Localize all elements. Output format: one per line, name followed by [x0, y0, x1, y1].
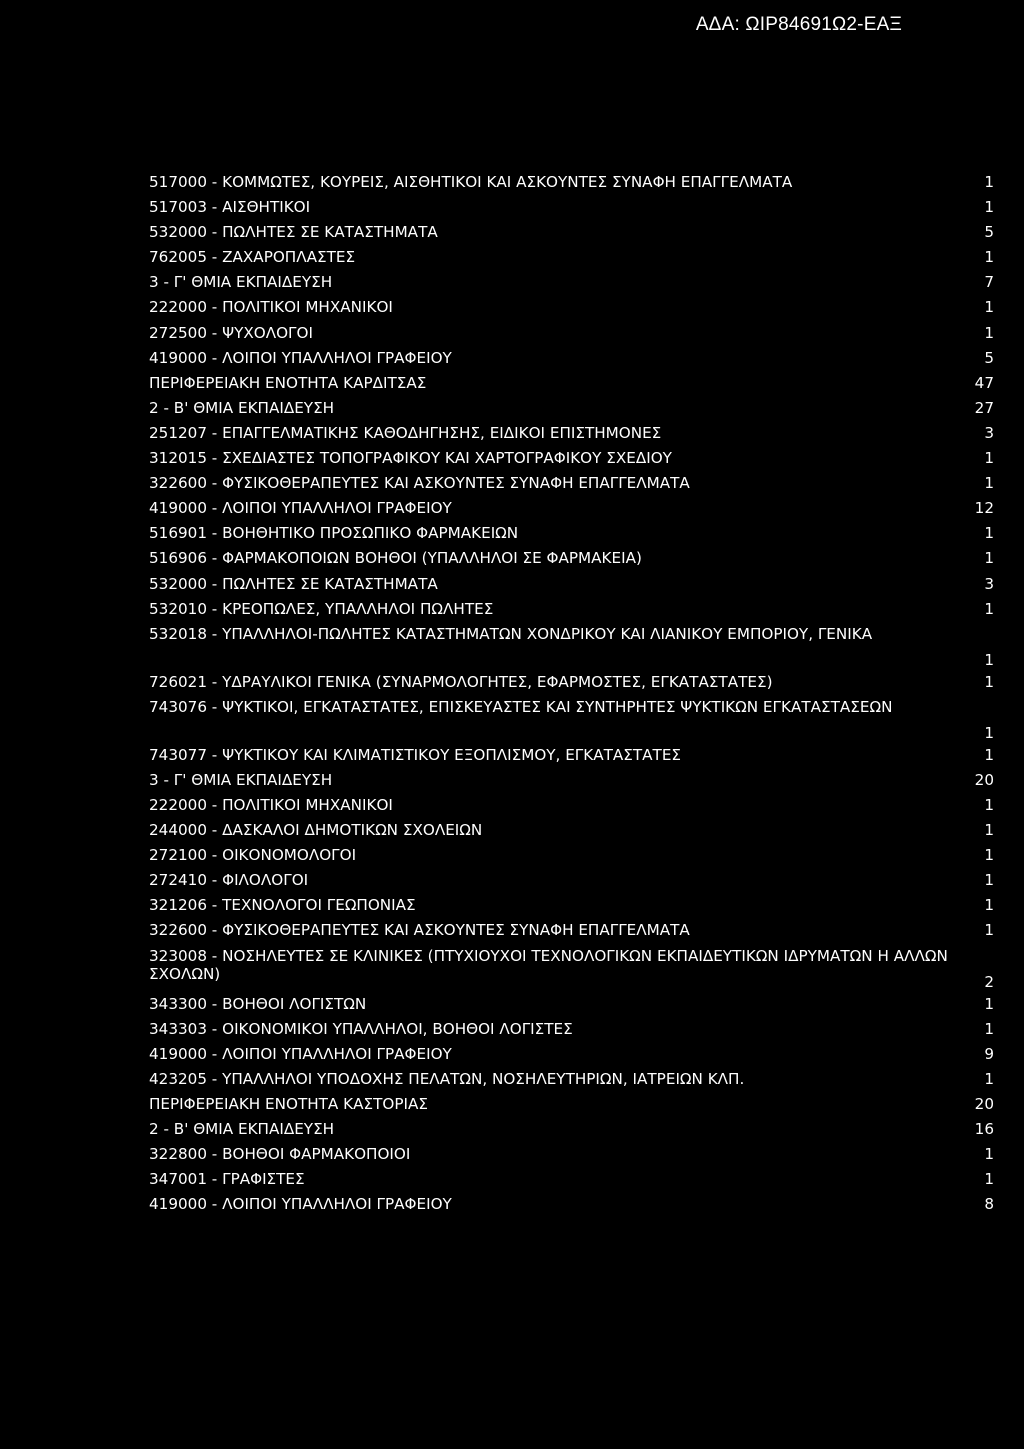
row-label: 272410 - ΦΙΛΟΛΟΓΟΙ [149, 871, 309, 890]
row-count: 1 [984, 323, 994, 342]
row-count: 20 [974, 770, 994, 789]
row-label: 762005 - ΖΑΧΑΡΟΠΛΑΣΤΕΣ [149, 248, 356, 267]
table-row [149, 1145, 994, 1170]
row-count: 1 [984, 549, 994, 568]
row-count: 1 [984, 994, 994, 1013]
row-label: ΠΕΡΙΦΕΡΕΙΑΚΗ ΕΝΟΤΗΤΑ ΚΑΡΔΙΤΣΑΣ [149, 373, 427, 392]
table-row [149, 673, 994, 698]
row-label: ΠΕΡΙΦΕΡΕΙΑΚΗ ΕΝΟΤΗΤΑ ΚΑΣΤΟΡΙΑΣ [149, 1094, 428, 1113]
row-count: 1 [984, 650, 994, 669]
table-row [149, 374, 994, 399]
row-count: 1 [984, 1145, 994, 1164]
table-row [149, 625, 994, 673]
row-count: 5 [984, 348, 994, 367]
table-row [149, 449, 994, 474]
row-count: 12 [974, 499, 994, 518]
table-row [149, 947, 994, 995]
row-label: 516901 - ΒΟΗΘΗΤΙΚΟ ΠΡΟΣΩΠΙΚΟ ΦΑΡΜΑΚΕΙΩΝ [149, 524, 519, 543]
row-label: 532000 - ΠΩΛΗΤΕΣ ΣΕ ΚΑΤΑΣΤΗΜΑΤΑ [149, 574, 438, 593]
row-count: 20 [974, 1094, 994, 1113]
row-label: 726021 - ΥΔΡΑΥΛΙΚΟΙ ΓΕΝΙΚΑ (ΣΥΝΑΡΜΟΛΟΓΗΤΕΣ, ΕΦΑΡΜΟΣΤΕΣ, ΕΓΚΑΤΑΣΤΑΤΕΣ) [149, 672, 773, 691]
table-row [149, 298, 994, 323]
row-count: 7 [984, 273, 994, 292]
row-count: 8 [984, 1195, 994, 1214]
table-row [149, 424, 994, 449]
row-count: 16 [974, 1120, 994, 1138]
table-row [149, 223, 994, 248]
row-count: 5 [984, 223, 994, 242]
row-label: 251207 - ΕΠΑΓΓΕΛΜΑΤΙΚΗΣ ΚΑΘΟΔΗΓΗΣΗΣ, ΕΙΔΙΚΟΙ ΕΠΙΣΤΗΜΟΝΕΣ [149, 423, 662, 442]
row-count: 1 [984, 198, 994, 217]
row-label: 532018 - ΥΠΑΛΛΗΛΟΙ-ΠΩΛΗΤΕΣ ΚΑΤΑΣΤΗΜΑΤΩΝ ΧΟΝΔΡΙΚΟΥ ΚΑΙ ΛΙΑΝΙΚΟΥ ΕΜΠΟΡΙΟΥ, ΓΕΝΙΚΑ [149, 624, 873, 643]
row-count: 1 [984, 248, 994, 267]
table-row [149, 198, 994, 223]
row-count: 1 [984, 173, 994, 191]
row-count: 1 [984, 474, 994, 493]
row-count: 1 [984, 795, 994, 814]
table-row [149, 474, 994, 499]
row-label: 272500 - ΨΥΧΟΛΟΓΟΙ [149, 323, 313, 342]
row-count: 1 [984, 723, 994, 742]
row-label: 323008 - ΝΟΣΗΛΕΥΤΕΣ ΣΕ ΚΛΙΝΙΚΕΣ (ΠΤΥΧΙΟΥΧΟΙ ΤΕΧΝΟΛΟΓΙΚΩΝ ΕΚΠΑΙΔΕΥΤΙΚΩΝ ΙΔΡΥΜΑΤΩΝ Η ΑΛΛΩΝ ΣΧΟΛΩΝ) [149, 946, 948, 983]
table-row [149, 399, 994, 424]
row-count: 1 [984, 298, 994, 317]
row-label: 3 - Γ' ΘΜΙΑ ΕΚΠΑΙΔΕΥΣΗ [149, 273, 333, 292]
row-count: 1 [984, 1170, 994, 1189]
table-row [149, 746, 994, 771]
ada-reference: ΑΔΑ: ΩΙΡ84691Ω2-ΕΑΞ [695, 14, 902, 35]
table-row [149, 1170, 994, 1195]
row-count: 1 [984, 871, 994, 890]
table-row [149, 549, 994, 574]
row-count: 1 [984, 846, 994, 865]
table-row [149, 575, 994, 600]
table-row [149, 896, 994, 921]
row-count: 1 [984, 524, 994, 543]
table-row [149, 1195, 994, 1220]
row-count: 1 [984, 821, 994, 840]
table-row [149, 846, 994, 871]
table-row [149, 248, 994, 273]
table-row [149, 871, 994, 896]
row-label: 419000 - ΛΟΙΠΟΙ ΥΠΑΛΛΗΛΟΙ ΓΡΑΦΕΙΟΥ [149, 1195, 452, 1214]
row-label: 532000 - ΠΩΛΗΤΕΣ ΣΕ ΚΑΤΑΣΤΗΜΑΤΑ [149, 223, 438, 242]
table-row [149, 1095, 994, 1120]
row-count: 3 [984, 574, 994, 593]
row-count: 1 [984, 599, 994, 618]
row-label: 743076 - ΨΥΚΤΙΚΟΙ, ΕΓΚΑΤΑΣΤΑΤΕΣ, ΕΠΙΣΚΕΥΑΣΤΕΣ ΚΑΙ ΣΥΝΤΗΡΗΤΕΣ ΨΥΚΤΙΚΩΝ ΕΓΚΑΤΑΣΤΑΣΕΩΝ [149, 697, 893, 716]
row-label: 516906 - ΦΑΡΜΑΚΟΠΟΙΩΝ ΒΟΗΘΟΙ (ΥΠΑΛΛΗΛΟΙ ΣΕ ΦΑΡΜΑΚΕΙΑ) [149, 549, 642, 568]
table-row [149, 499, 994, 524]
table-row [149, 524, 994, 549]
row-count: 1 [984, 745, 994, 764]
table-row [149, 796, 994, 821]
table-row [149, 921, 994, 946]
row-count: 2 [984, 972, 994, 991]
row-count: 1 [984, 449, 994, 468]
table-row [149, 821, 994, 846]
row-count: 1 [984, 1069, 994, 1088]
table-row [149, 1070, 994, 1095]
table-row [149, 173, 994, 198]
row-label: 423205 - ΥΠΑΛΛΗΛΟΙ ΥΠΟΔΟΧΗΣ ΠΕΛΑΤΩΝ, ΝΟΣΗΛΕΥΤΗΡΙΩΝ, ΙΑΤΡΕΙΩΝ ΚΛΠ. [149, 1069, 745, 1088]
row-label: 343303 - ΟΙΚΟΝΟΜΙΚΟΙ ΥΠΑΛΛΗΛΟΙ, ΒΟΗΘΟΙ ΛΟΓΙΣΤΕΣ [149, 1019, 573, 1038]
row-count: 1 [984, 896, 994, 915]
row-label: 517000 - ΚΟΜΜΩΤΕΣ, ΚΟΥΡΕΙΣ, ΑΙΣΘΗΤΙΚΟΙ ΚΑΙ ΑΣΚΟΥΝΤΕΣ ΣΥΝΑΦΗ ΕΠΑΓΓΕΛΜΑΤΑ [149, 173, 793, 191]
table-row [149, 1020, 994, 1045]
row-label: 272100 - ΟΙΚΟΝΟΜΟΛΟΓΟΙ [149, 846, 357, 865]
row-count: 9 [984, 1044, 994, 1063]
row-count: 47 [974, 373, 994, 392]
table-row [149, 698, 994, 746]
table-row [149, 771, 994, 796]
row-label: 2 - Β' ΘΜΙΑ ΕΚΠΑΙΔΕΥΣΗ [149, 1120, 335, 1138]
row-count: 1 [984, 672, 994, 691]
table-row [149, 1045, 994, 1070]
table-row [149, 600, 994, 625]
table-row [149, 1120, 994, 1145]
row-label: 322800 - ΒΟΗΘΟΙ ΦΑΡΜΑΚΟΠΟΙΟΙ [149, 1145, 411, 1164]
row-label: 3 - Γ' ΘΜΙΑ ΕΚΠΑΙΔΕΥΣΗ [149, 770, 333, 789]
row-label: 222000 - ΠΟΛΙΤΙΚΟΙ ΜΗΧΑΝΙΚΟΙ [149, 795, 393, 814]
table-row [149, 273, 994, 298]
occupations-table [149, 173, 994, 1220]
row-label: 532010 - ΚΡΕΟΠΩΛΕΣ, ΥΠΑΛΛΗΛΟΙ ΠΩΛΗΤΕΣ [149, 599, 494, 618]
row-count: 1 [984, 921, 994, 940]
row-label: 222000 - ΠΟΛΙΤΙΚΟΙ ΜΗΧΑΝΙΚΟΙ [149, 298, 393, 317]
table-row [149, 349, 994, 374]
row-label: 743077 - ΨΥΚΤΙΚΟΥ ΚΑΙ ΚΛΙΜΑΤΙΣΤΙΚΟΥ ΕΞΟΠΛΙΣΜΟΥ, ΕΓΚΑΤΑΣΤΑΤΕΣ [149, 745, 682, 764]
row-label: 321206 - ΤΕΧΝΟΛΟΓΟΙ ΓΕΩΠΟΝΙΑΣ [149, 896, 416, 915]
row-label: 244000 - ΔΑΣΚΑΛΟΙ ΔΗΜΟΤΙΚΩΝ ΣΧΟΛΕΙΩΝ [149, 821, 483, 840]
row-label: 322600 - ΦΥΣΙΚΟΘΕΡΑΠΕΥΤΕΣ ΚΑΙ ΑΣΚΟΥΝΤΕΣ ΣΥΝΑΦΗ ΕΠΑΓΓΕΛΜΑΤΑ [149, 474, 690, 493]
row-label: 343300 - ΒΟΗΘΟΙ ΛΟΓΙΣΤΩΝ [149, 994, 367, 1013]
row-label: 347001 - ΓΡΑΦΙΣΤΕΣ [149, 1170, 305, 1189]
row-label: 419000 - ΛΟΙΠΟΙ ΥΠΑΛΛΗΛΟΙ ΓΡΑΦΕΙΟΥ [149, 348, 452, 367]
table-row [149, 995, 994, 1020]
row-label: 517003 - ΑΙΣΘΗΤΙΚΟΙ [149, 198, 311, 217]
row-label: 419000 - ΛΟΙΠΟΙ ΥΠΑΛΛΗΛΟΙ ΓΡΑΦΕΙΟΥ [149, 499, 452, 518]
row-label: 312015 - ΣΧΕΔΙΑΣΤΕΣ ΤΟΠΟΓΡΑΦΙΚΟΥ ΚΑΙ ΧΑΡΤΟΓΡΑΦΙΚΟΥ ΣΧΕΔΙΟΥ [149, 449, 672, 468]
row-label: 419000 - ΛΟΙΠΟΙ ΥΠΑΛΛΗΛΟΙ ΓΡΑΦΕΙΟΥ [149, 1044, 452, 1063]
row-count: 3 [984, 423, 994, 442]
row-count: 27 [974, 398, 994, 417]
row-label: 2 - Β' ΘΜΙΑ ΕΚΠΑΙΔΕΥΣΗ [149, 398, 335, 417]
table-row [149, 324, 994, 349]
row-count: 1 [984, 1019, 994, 1038]
row-label: 322600 - ΦΥΣΙΚΟΘΕΡΑΠΕΥΤΕΣ ΚΑΙ ΑΣΚΟΥΝΤΕΣ ΣΥΝΑΦΗ ΕΠΑΓΓΕΛΜΑΤΑ [149, 921, 690, 940]
